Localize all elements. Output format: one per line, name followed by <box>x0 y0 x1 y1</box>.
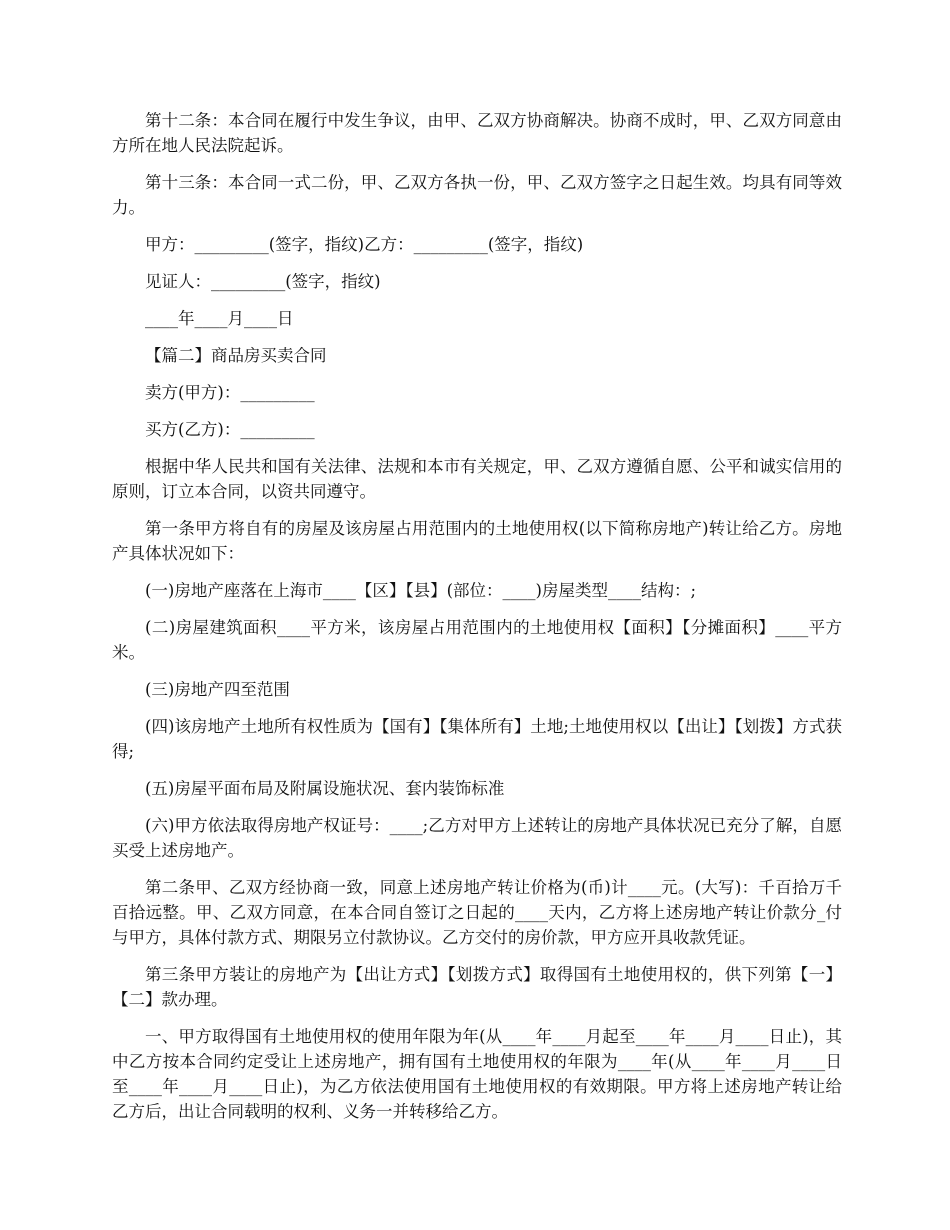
article-3-section-1: 一、甲方取得国有土地使用权的使用年限为年(从____年____月起至____年____月____日止)，其中乙方按本合同约定受让上述房地产，拥有国有土地使用权的年限为____年(从____年____月____日至____年____月____日止)，为乙方依法使用国有土地使用权的有效期限。甲方将上述房地产转让给乙方后，出让合同载明的权利、义务一并转移给乙方。 <box>112 1027 842 1121</box>
seller-line: 卖方(甲方)：_________ <box>145 383 315 402</box>
clause-12: 第十二条：本合同在履行中发生争议，由甲、乙双方协商解决。协商不成时，甲、乙双方同意由方所在地人民法院起诉。 <box>112 111 842 155</box>
article-1-item-4: (四)该房地产土地所有权性质为【国有】【集体所有】土地;土地使用权以【出让】【划拨】方式获得; <box>112 717 842 761</box>
clause-13: 第十三条：本合同一式二份，甲、乙双方各执一份，甲、乙双方签字之日起生效。均具有同等效力。 <box>112 173 842 217</box>
article-1-item-3: (三)房地产四至范围 <box>145 680 290 699</box>
article-1-item-1: (一)房地产座落在上海市____【区】【县】(部位：____)房屋类型____结构：; <box>145 581 697 600</box>
article-3: 第三条甲方装让的房地产为【出让方式】【划拨方式】取得国有土地使用权的，供下列第【一】【二】款办理。 <box>112 965 842 1009</box>
article-1-item-5: (五)房屋平面布局及附属设施状况、套内装饰标准 <box>145 779 505 798</box>
article-1-item-2: (二)房屋建筑面积____平方米，该房屋占用范围内的土地使用权【面积】【分摊面积】____平方米。 <box>112 618 842 662</box>
buyer-line: 买方(乙方)：_________ <box>145 420 315 439</box>
section-heading: 【篇二】商品房买卖合同 <box>145 346 327 365</box>
date-line: ____年____月____日 <box>145 309 294 328</box>
article-1-item-6: (六)甲方依法取得房地产权证号：____;乙方对甲方上述转让的房地产具体状况已充分了解，自愿买受上述房地产。 <box>112 816 842 860</box>
signature-party-line: 甲方：_________(签字，指纹)乙方：_________(签字，指纹) <box>145 235 584 254</box>
document-body <box>112 108 842 1136</box>
preamble: 根据中华人民共和国有关法律、法规和本市有关规定，甲、乙双方遵循自愿、公平和诚实信用的原则，订立本合同，以资共同遵守。 <box>112 457 842 501</box>
article-1: 第一条甲方将自有的房屋及该房屋占用范围内的土地使用权(以下简称房地产)转让给乙方。房地产具体状况如下： <box>112 519 842 563</box>
signature-witness-line: 见证人：_________(签字，指纹) <box>145 272 381 291</box>
article-2: 第二条甲、乙双方经协商一致，同意上述房地产转让价格为(币)计____元。(大写)：千百拾万千百拾远整。甲、乙双方同意，在本合同自签订之日起的____天内，乙方将上述房地产转让价款分_付与甲方，具体付款方式、期限另立付款协议。乙方交付的房价款，甲方应开具收款凭证。 <box>112 878 842 947</box>
